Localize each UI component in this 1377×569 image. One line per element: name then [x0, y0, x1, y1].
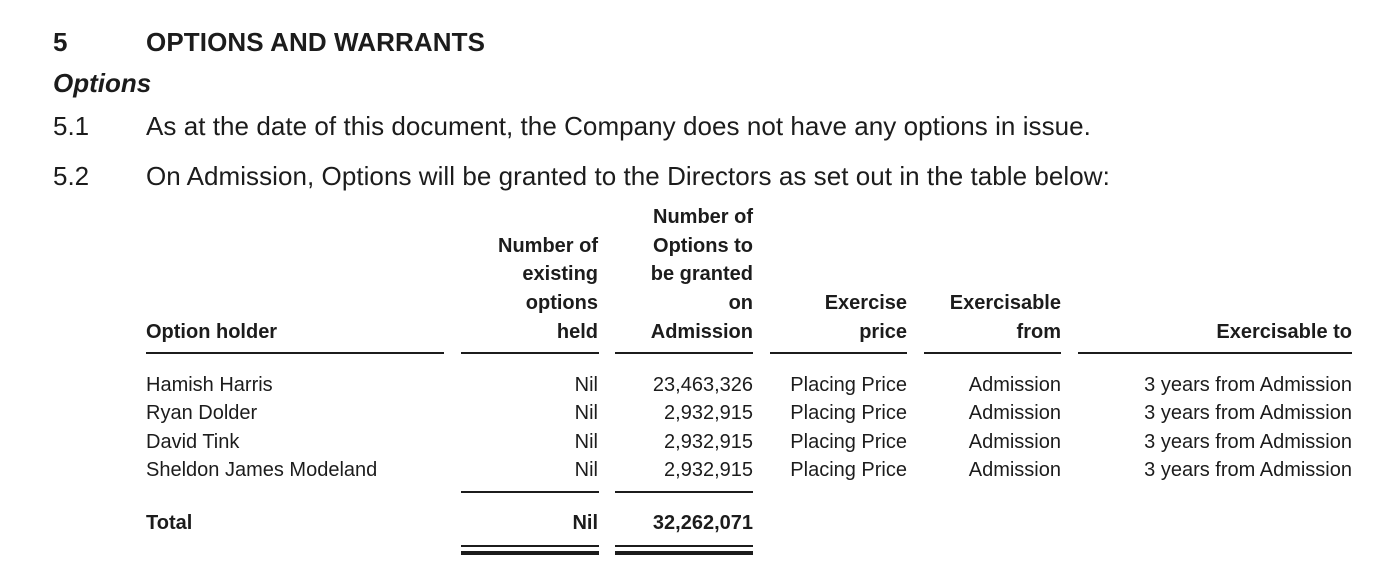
- subtotal-rule: [461, 491, 599, 493]
- cell-from: Admission: [968, 431, 1061, 453]
- cell-price: Placing Price: [790, 459, 907, 481]
- cell-from: Admission: [968, 402, 1061, 424]
- total-double-rule: [461, 551, 599, 555]
- section-number: 5: [53, 27, 68, 57]
- cell-to: 3 years from Admission: [1144, 402, 1352, 424]
- header-granted-line3: be granted: [650, 263, 753, 285]
- header-granted-line1: Number of: [653, 206, 753, 228]
- total-double-rule: [615, 545, 753, 547]
- cell-price: Placing Price: [790, 374, 907, 396]
- header-rule: [1078, 352, 1352, 354]
- header-from-line2: from: [1016, 321, 1061, 343]
- header-rule: [146, 352, 444, 354]
- cell-existing: Nil: [574, 402, 598, 424]
- cell-existing: Nil: [574, 431, 598, 453]
- subsection-title: Options: [53, 68, 152, 98]
- header-rule: [924, 352, 1061, 354]
- cell-from: Admission: [968, 459, 1061, 481]
- header-rule: [615, 352, 753, 354]
- paragraph-number: 5.2: [53, 161, 90, 191]
- header-option-holder: Option holder: [146, 321, 278, 343]
- cell-existing: Nil: [574, 459, 598, 481]
- cell-holder: Sheldon James Modeland: [146, 459, 378, 481]
- subtotal-rule: [615, 491, 753, 493]
- total-double-rule: [615, 551, 753, 555]
- header-existing-line3: options: [525, 292, 598, 314]
- cell-price: Placing Price: [790, 431, 907, 453]
- header-granted-line2: Options to: [653, 235, 753, 257]
- paragraph-text: As at the date of this document, the Company does not have any options in issue.: [146, 111, 1091, 141]
- cell-granted: 2,932,915: [664, 402, 753, 424]
- header-existing-line1: Number of: [498, 235, 598, 257]
- section-title: OPTIONS AND WARRANTS: [146, 27, 486, 57]
- header-rule: [770, 352, 907, 354]
- paragraph-number: 5.1: [53, 111, 90, 141]
- cell-to: 3 years from Admission: [1144, 374, 1352, 396]
- cell-to: 3 years from Admission: [1144, 431, 1352, 453]
- header-granted-line5: Admission: [650, 321, 753, 343]
- cell-to: 3 years from Admission: [1144, 459, 1352, 481]
- cell-granted: 23,463,326: [652, 374, 753, 396]
- header-exercisable-to: Exercisable to: [1216, 321, 1352, 343]
- cell-holder: David Tink: [146, 431, 240, 453]
- total-granted: 32,262,071: [652, 512, 753, 534]
- cell-holder: Ryan Dolder: [146, 402, 258, 424]
- header-existing-line2: existing: [522, 263, 598, 285]
- cell-from: Admission: [968, 374, 1061, 396]
- header-existing-line4: held: [556, 321, 598, 343]
- total-label: Total: [146, 512, 193, 534]
- cell-existing: Nil: [574, 374, 598, 396]
- header-price-line2: price: [859, 321, 907, 343]
- header-from-line1: Exercisable: [949, 292, 1061, 314]
- total-existing: Nil: [572, 512, 598, 534]
- header-rule: [461, 352, 599, 354]
- header-price-line1: Exercise: [824, 292, 907, 314]
- cell-granted: 2,932,915: [664, 459, 753, 481]
- cell-granted: 2,932,915: [664, 431, 753, 453]
- header-granted-line4: on: [728, 292, 753, 314]
- paragraph-text: On Admission, Options will be granted to the Directors as set out in the table below:: [146, 161, 1110, 191]
- total-double-rule: [461, 545, 599, 547]
- cell-holder: Hamish Harris: [146, 374, 273, 396]
- cell-price: Placing Price: [790, 402, 907, 424]
